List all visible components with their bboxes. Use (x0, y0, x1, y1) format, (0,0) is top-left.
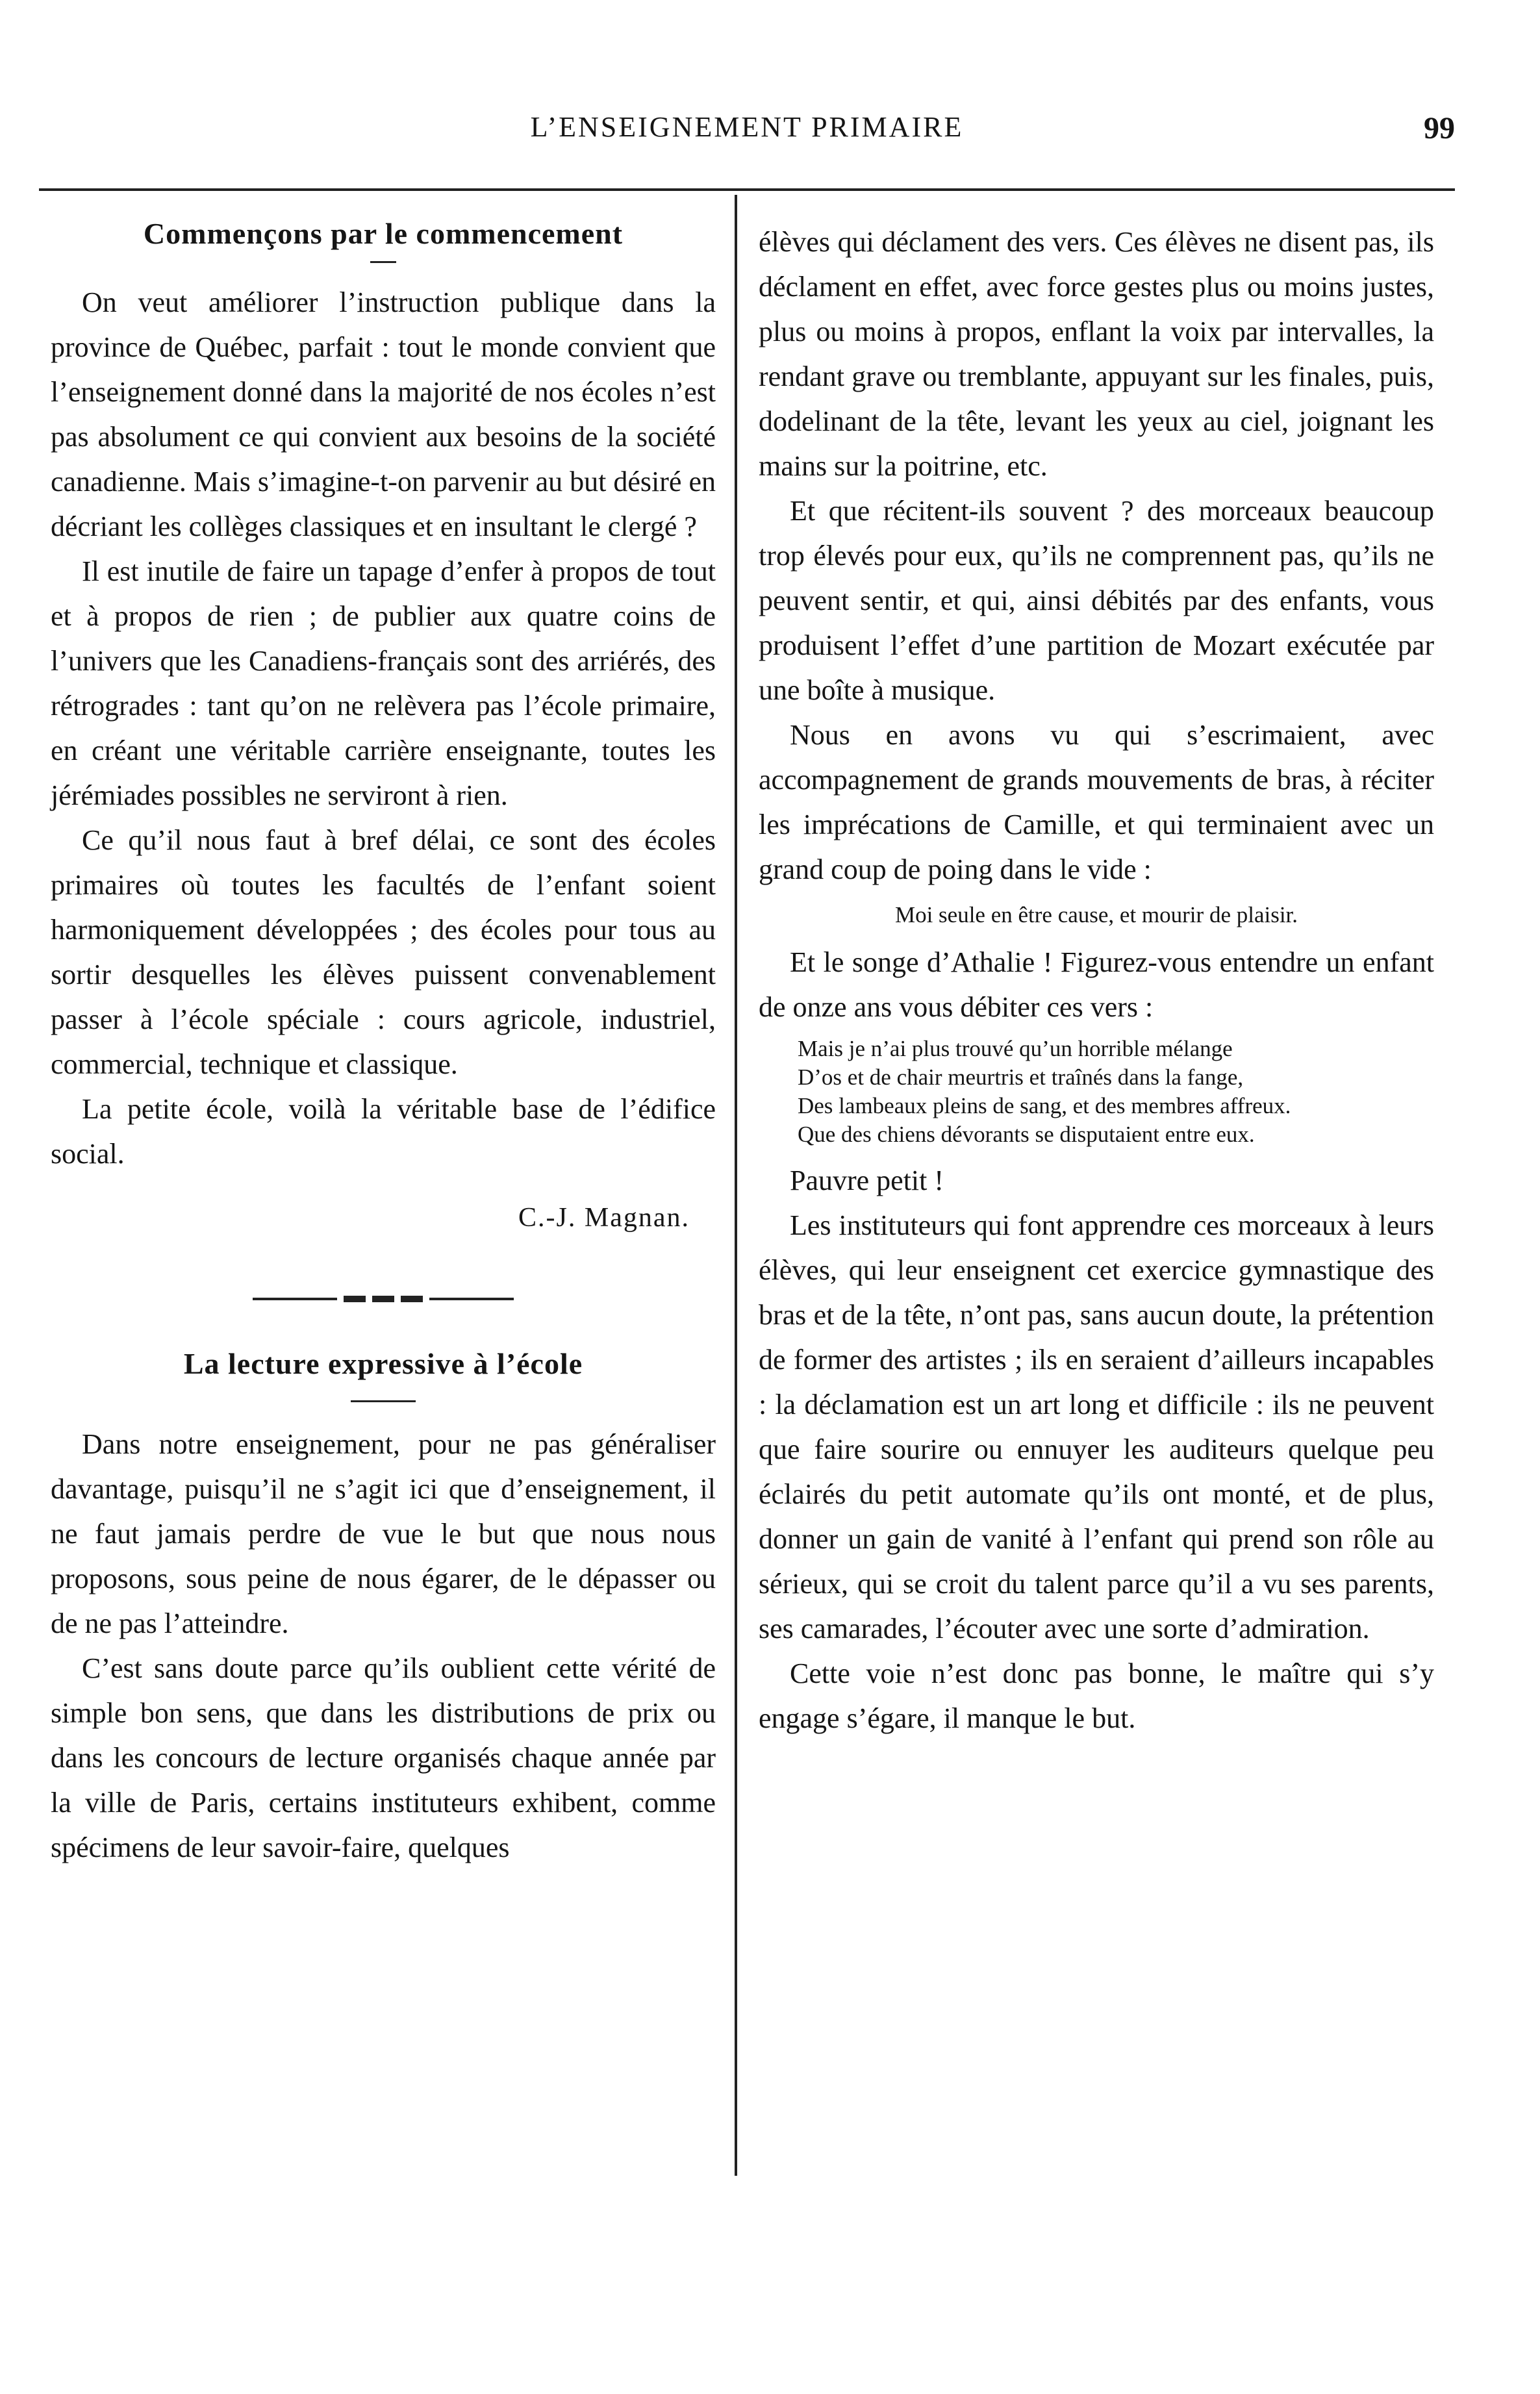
article-title-lecture: La lecture expressive à l’école (183, 1347, 583, 1380)
ornament-dash (344, 1296, 366, 1302)
paragraph: On veut améliorer l’instruction publique dans la province de Québec, parfait : tout le monde convient que l’enseignement donné dans la majorité de nos écoles n’est pas absolument ce qui convient aux besoins de la société canadienne. Mais s’imagine-t-on parvenir au but désiré en décriant les collèges classiques et en insultant le clergé ? (51, 286, 716, 542)
page-number: 99 (1424, 111, 1455, 145)
verse-line: D’os et de chair meurtris et traînés dans la fange, (798, 1065, 1244, 1090)
paragraph: élèves qui déclament des vers. Ces élèves ne disent pas, ils déclament en effet, avec force gestes plus ou moins justes, plus ou moins à propos, enflant la voix par intervalles, la rendant grave ou tremblante, appuyant sur les finales, puis, dodelinant de la tête, levant les yeux au ciel, joignant les mains sur la poitrine, etc. (759, 226, 1434, 482)
paragraph: Nous en avons vu qui s’escrimaient, avec accompagnement de grands mouvements de bras, à réciter les imprécations de Camille, et qui terminaient avec un grand coup de poing dans le vide : (759, 719, 1434, 885)
paragraph: Les instituteurs qui font apprendre ces morceaux à leurs élèves, qui leur enseignent cet exercice gymnastique des bras et de la tête, n’ont pas, sans aucun doute, la prétention de former des artistes ; ils en seraient d’ailleurs incapables : la déclamation est un art long et difficile : ils ne peuvent que faire sourire ou ennuyer les auditeurs quelque peu éclairés du petit automate qu’ils ont monté, et de plus, donner un gain de vanité à l’enfant qui prend son rôle au sérieux, qui se croit du talent parce qu’il a vu ses parents, ses camarades, l’écouter avec une sorte d’admiration. (759, 1209, 1434, 1644)
author-signature: C.-J. Magnan. (518, 1203, 690, 1233)
verse-quote-athalie (759, 1035, 1434, 1149)
paragraph: Ce qu’il nous faut à bref délai, ce sont des écoles primaires où toutes les facultés de l’enfant soient harmoniquement développées ; des écoles pour tous au sortir desquelles les élèves puissent convenablement passer à l’école spéciale : cours agricole, industriel, commercial, technique et classique. (51, 824, 716, 1080)
verse-line: Que des chiens dévorants se disputaient entre eux. (798, 1122, 1255, 1147)
paragraph: Et que récitent-ils souvent ? des morceaux beaucoup trop élevés pour eux, qu’ils ne comprennent pas, qu’ils ne peuvent sentir, et qui, ainsi débités par des enfants, vous produisent l’effet d’une partition de Mozart exécutée par une boîte à musique. (759, 495, 1434, 706)
header-rule (39, 188, 1455, 191)
right-column (759, 220, 1434, 1741)
ornament-line (429, 1298, 514, 1300)
title-dash (351, 1400, 416, 1402)
ornament-dash (372, 1296, 394, 1302)
paragraph: Il est inutile de faire un tapage d’enfer à propos de tout et à propos de rien ; de publier aux quatre coins de l’univers que les Canadiens-français sont des arriérés, des rétrogrades : tant qu’on ne relèvera pas l’école primaire, en créant une véritable carrière enseignante, toutes les jérémiades possibles ne serviront à rien. (51, 555, 716, 811)
paragraph: La petite école, voilà la véritable base de l’édifice social. (51, 1093, 716, 1170)
left-column (51, 214, 716, 1870)
article-title-commencement: Commençons par le commencement (143, 217, 624, 250)
page-header (39, 104, 1455, 156)
paragraph: Et le songe d’Athalie ! Figurez-vous entendre un enfant de onze ans vous débiter ces vers : (759, 946, 1434, 1023)
column-divider (735, 195, 737, 2176)
paragraph: C’est sans doute parce qu’ils oublient cette vérité de simple bon sens, que dans les distributions de prix ou dans les concours de lecture organisés chaque année par la ville de Paris, certains instituteurs exhibent, comme spécimens de leur savoir-faire, quelques (51, 1652, 716, 1863)
paragraph: Cette voie n’est donc pas bonne, le maître qui s’y engage s’égare, il manque le but. (759, 1657, 1434, 1734)
paragraph: Dans notre enseignement, pour ne pas généraliser davantage, puisqu’il ne s’agit ici que d’enseignement, il ne faut jamais perdre de vue le but que nous nous proposons, sous peine de nous égarer, de le dépasser ou de ne pas l’atteindre. (51, 1428, 716, 1639)
paragraph: Pauvre petit ! (790, 1165, 944, 1196)
verse-line: Des lambeaux pleins de sang, et des membres affreux. (798, 1093, 1291, 1118)
section-ornament (51, 1292, 716, 1305)
ornament-line (253, 1298, 337, 1300)
running-title: L’ENSEIGNEMENT PRIMAIRE (530, 111, 964, 143)
verse-line: Mais je n’ai plus trouvé qu’un horrible mélange (798, 1036, 1233, 1061)
title-dash (370, 261, 396, 263)
verse-quote: Moi seule en être cause, et mourir de plaisir. (894, 902, 1298, 927)
ornament-dash (401, 1296, 423, 1302)
